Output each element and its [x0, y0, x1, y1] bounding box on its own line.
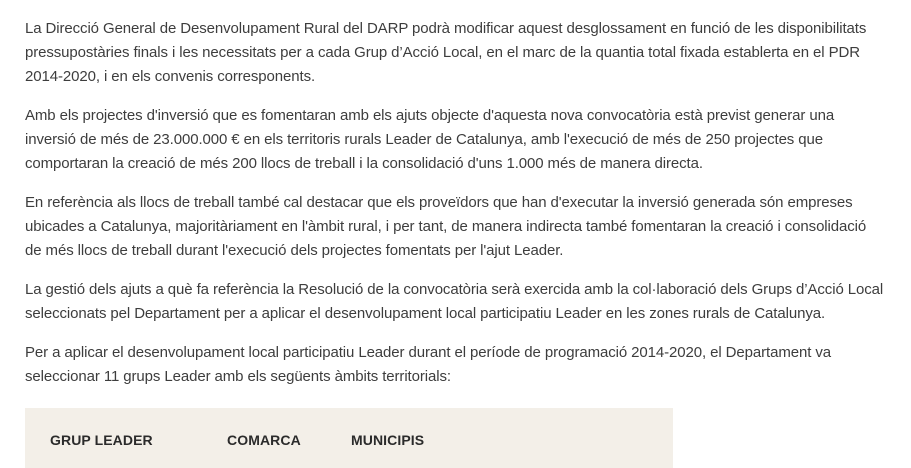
paragraph-line: Amb els projectes d'inversió que es fomentaran amb els ajuts objecte d'aquesta nova convocatòria està previst generar una	[25, 107, 835, 124]
paragraph-line: La Direcció General de Desenvolupament Rural del DARP podrà modificar aquest desglossament en funció de les disponibilitats	[25, 20, 867, 37]
paragraph-investment	[25, 104, 893, 176]
paragraph-line: pressupostàries finals i les necessitats per a cada Grup d’Acció Local, en el marc de la quantia total fixada establerta en el PDR	[25, 44, 860, 61]
paragraph-line: En referència als llocs de treball també cal destacar que els proveïdors que han d'executar la inversió generada són empreses	[25, 194, 853, 211]
paragraph-leader-groups	[25, 341, 893, 389]
paragraph-line: ubicades a Catalunya, majoritàriament en l'àmbit rural, i per tant, de manera indirecta també fomentaran la creació i consolidació	[25, 218, 867, 235]
column-header-comarca: COMARCA	[227, 432, 301, 448]
paragraph-budget-adjustment	[25, 17, 893, 89]
column-header-municipis: MUNICIPIS	[351, 432, 425, 448]
paragraph-management	[25, 278, 893, 326]
paragraph-employment	[25, 191, 893, 263]
paragraph-line: Per a aplicar el desenvolupament local participatiu Leader durant el període de programació 2014-2020, el Departament va	[25, 344, 832, 361]
paragraph-line: seleccionar 11 grups Leader amb els següents àmbits territorials:	[25, 368, 451, 385]
paragraph-line: 2014-2020, i en els convenis corresponents.	[25, 68, 316, 85]
paragraph-line: seleccionats pel Departament per a aplicar el desenvolupament local participatiu Leader en les zones rurals de Catalunya.	[25, 305, 826, 322]
paragraph-line: de més llocs de treball durant l'execució dels projectes fomentats per l'ajut Leader.	[25, 242, 564, 259]
paragraph-line: inversió de més de 23.000.000 € en els territoris rurals Leader de Catalunya, amb l'execució de més de 250 projectes que	[25, 131, 824, 148]
article-body	[25, 17, 893, 404]
leader-groups-table-header	[25, 408, 673, 468]
column-header-grup-leader: GRUP LEADER	[50, 432, 153, 448]
paragraph-line: comportaran la creació de més 200 llocs de treball i la consolidació d'uns 1.000 més de manera directa.	[25, 155, 703, 172]
paragraph-line: La gestió dels ajuts a què fa referència la Resolució de la convocatòria serà exercida amb la col·laboració dels Grups d’Acció Local	[25, 281, 884, 298]
